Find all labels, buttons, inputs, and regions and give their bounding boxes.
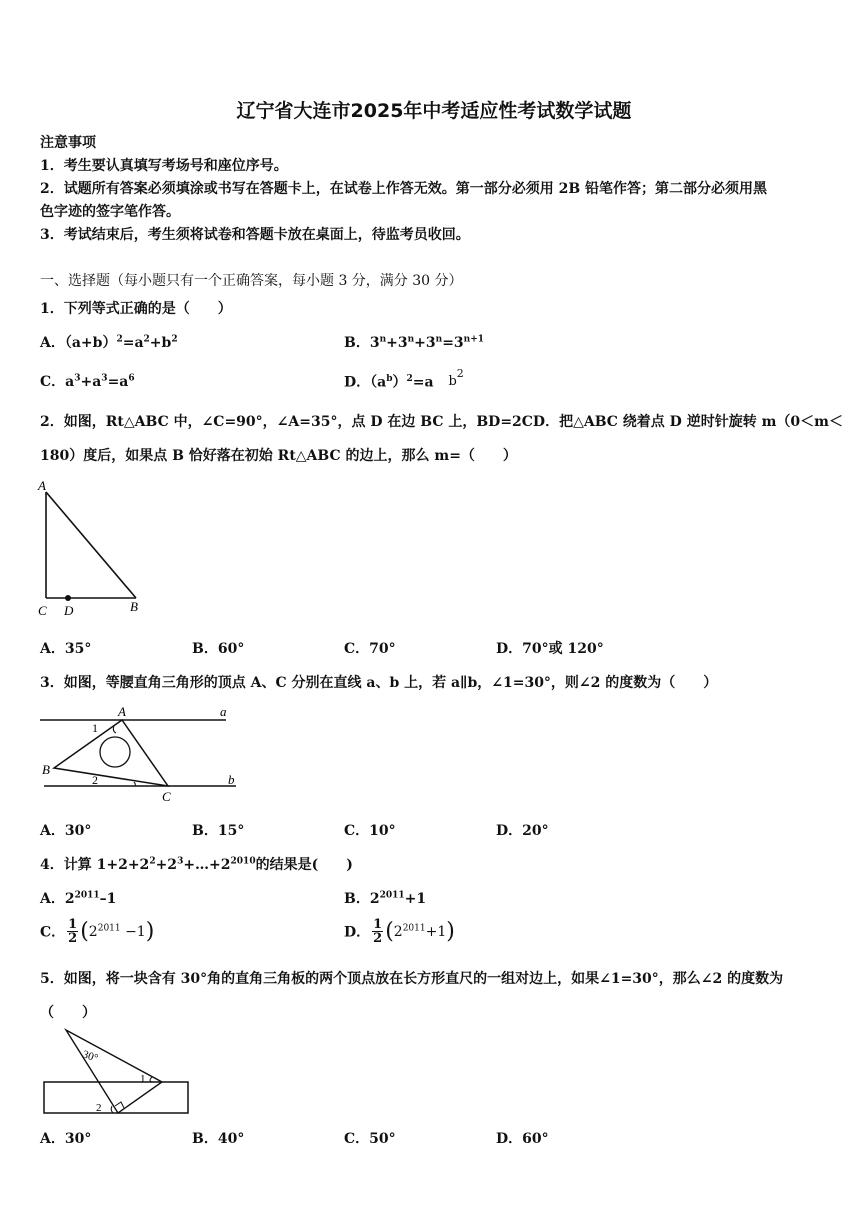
q3-option-c: C．10° (344, 823, 396, 839)
q4-option-b: B．$2^{2011}+1$ (344, 890, 427, 907)
q2-option-c: C．70° (344, 641, 396, 657)
q3-parallel-lines-figure (36, 700, 246, 810)
q4-stem: 4．计算 $1+2+2^2+2^3+\dots+2^{2010}$的结果是( ) (40, 856, 353, 873)
q2-stem-line1: 2．如图，Rt△ABC 中，∠C=90°，∠A=35°，点 D 在边 BC 上，BD=2CD．把△ABC 绕着点 D 逆时针旋转 m（0＜m＜ (40, 414, 843, 430)
q1-stem: 1．下列等式正确的是（ ） (40, 301, 232, 317)
q5-angle-2: 2 (96, 1102, 102, 1114)
q5-stem-line1: 5．如图，将一块含有 30°角的直角三角板的两个顶点放在长方形直尺的一组对边上，如果∠1=30°，那么∠2 的度数为 (40, 971, 784, 987)
q3-line-a: a (220, 704, 227, 719)
q3-line-b: b (228, 772, 235, 787)
section-heading: 一、选择题（每小题只有一个正确答案，每小题 3 分，满分 30 分） (40, 273, 463, 289)
q3-option-a: A．30° (40, 823, 92, 839)
q5-ruler-triangle-figure (40, 1026, 196, 1118)
q5-angle-30: 30° (81, 1048, 100, 1065)
q2-option-d: D．70°或 120° (496, 641, 604, 657)
q2-option-a: A．35° (40, 641, 92, 657)
q4-option-d: D． $\frac{1}{2}$ $(2^{2011}+1)$ (344, 917, 455, 946)
q2-label-d: D (64, 603, 74, 618)
q3-label-c: C (162, 789, 171, 804)
q3-stem: 3．如图，等腰直角三角形的顶点 A、C 分别在直线 a、b 上，若 a∥b，∠1=30°，则∠2 的度数为（ ） (40, 675, 718, 691)
q2-option-b: B．60° (192, 641, 245, 657)
q1-option-a: A．$(a+b)^2=a^2+b^2$ (40, 334, 178, 351)
q5-option-b: B．40° (192, 1131, 245, 1147)
note-item-3: 3．考试结束后，考生须将试卷和答题卡放在桌面上，待监考员收回。 (40, 227, 470, 243)
q5-stem-line2: （ ） (40, 1005, 96, 1021)
page-title: 辽宁省大连市2025年中考适应性考试数学试题 (236, 100, 632, 122)
q2-label-c: C (38, 603, 47, 618)
q2-stem-line2: 180）度后，如果点 B 恰好落在初始 Rt△ABC 的边上，那么 m=（ ） (40, 448, 517, 464)
notes-heading: 注意事项 (40, 135, 96, 151)
q1-option-d: D．$(a^b)^2=a$ $b^2$ (344, 367, 464, 391)
q3-label-a: A (118, 704, 126, 719)
q1-option-b: B．$3^n+3^n+3^n=3^{n+1}$ (344, 334, 485, 351)
q4-option-a: A．$2^{2011}-1$ (40, 890, 117, 907)
note-item-2-cont: 色字迹的签字笔作答。 (40, 204, 180, 220)
q2-label-a: A (38, 478, 46, 493)
q3-angle-2: 2 (92, 773, 98, 787)
note-item-1: 1．考生要认真填写考场号和座位序号。 (40, 158, 288, 174)
q3-option-d: D．20° (496, 823, 549, 839)
q2-label-b: B (130, 599, 138, 614)
q5-option-d: D．60° (496, 1131, 549, 1147)
q5-option-a: A．30° (40, 1131, 92, 1147)
q1-option-c: C．$a^3+a^3=a^6$ (40, 373, 135, 390)
q3-option-b: B．15° (192, 823, 245, 839)
q5-option-c: C．50° (344, 1131, 396, 1147)
q4-option-c: C． $\frac{1}{2}$ $(2^{2011} -1)$ (40, 917, 155, 946)
q2-triangle-figure (36, 478, 148, 618)
q5-angle-1: 1 (140, 1073, 146, 1085)
q3-label-b: B (42, 762, 50, 777)
note-item-2: 2．试题所有答案必须填涂或书写在答题卡上，在试卷上作答无效。第一部分必须用 2B 铅笔作答；第二部分必须用黑 (40, 181, 768, 197)
q3-angle-1: 1 (92, 721, 98, 735)
